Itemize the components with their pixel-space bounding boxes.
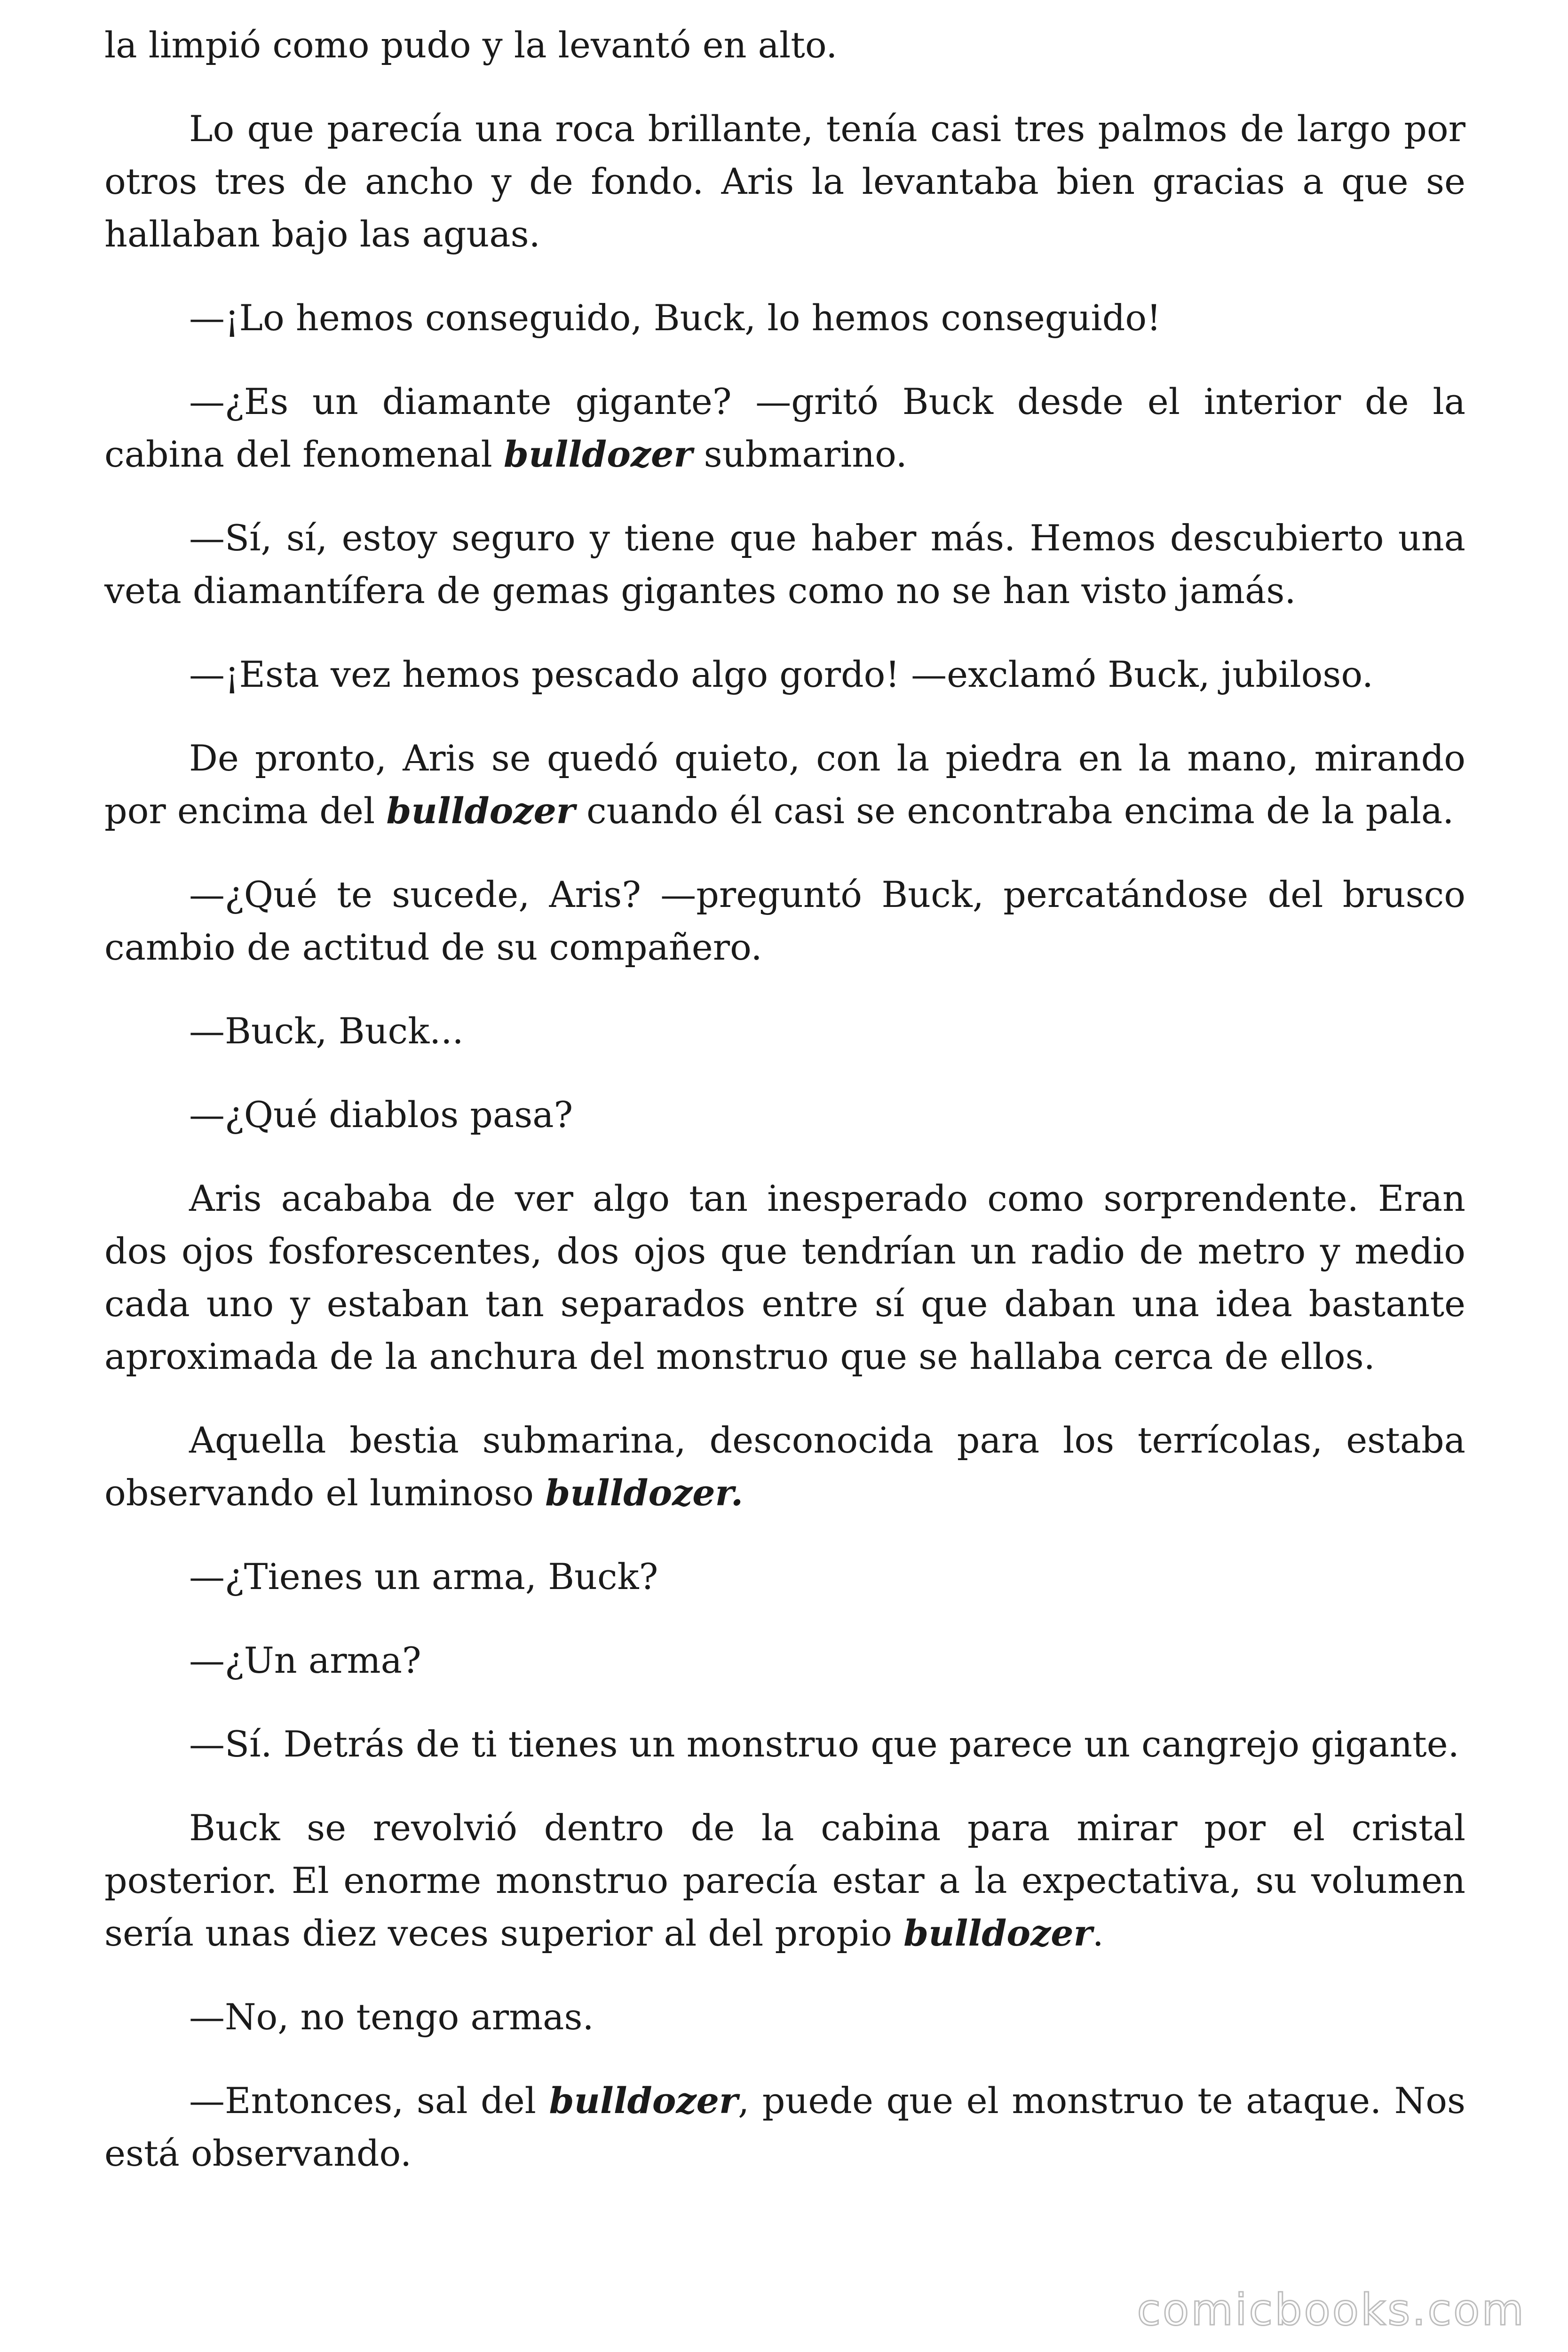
emphasized-text: bulldozer — [549, 2080, 738, 2122]
paragraph — [104, 375, 1465, 481]
paragraph-text: —Sí, sí, estoy seguro y tiene que haber más. Hemos descubierto una veta diamantífera de gemas gigantes como no se han visto jamás. — [104, 517, 1465, 612]
paragraph — [104, 868, 1465, 974]
emphasized-text: bulldozer — [903, 1912, 1093, 1954]
emphasized-text: bulldozer. — [545, 1472, 744, 1514]
paragraph-text: —¿Tienes un arma, Buck? — [189, 1556, 658, 1597]
paragraph — [104, 1005, 1465, 1057]
paragraph-text: la limpió como pudo y la levantó en alto. — [104, 24, 838, 66]
paragraph — [104, 1802, 1465, 1960]
paragraph — [104, 292, 1465, 344]
paragraph-text: —¡Lo hemos conseguido, Buck, lo hemos conseguido! — [189, 297, 1161, 339]
paragraph — [104, 19, 1465, 72]
paragraph-text: . — [1092, 1912, 1104, 1954]
paragraph-text: —Entonces, sal del — [189, 2080, 549, 2122]
paragraph-text: —¡Esta vez hemos pescado algo gordo! —exclamó Buck, jubiloso. — [189, 653, 1373, 695]
paragraph — [104, 1718, 1465, 1771]
paragraph-text: submarino. — [692, 433, 907, 475]
paragraph — [104, 648, 1465, 701]
paragraph — [104, 1089, 1465, 1141]
watermark: comicbooks.com — [1137, 2285, 1526, 2335]
paragraph — [104, 1550, 1465, 1603]
paragraph-text: —¿Un arma? — [189, 1639, 421, 1681]
paragraph — [104, 732, 1465, 837]
paragraph-text: De pronto, Aris se quedó quieto, con la piedra en la mano, mirando por encima del — [104, 737, 1465, 832]
paragraph-text: —¿Qué te sucede, Aris? —preguntó Buck, percatándose del brusco cambio de actitud de su compañero. — [104, 874, 1465, 968]
paragraph-text: —¿Qué diablos pasa? — [189, 1094, 573, 1136]
page-body — [104, 19, 1465, 2211]
paragraph — [104, 1991, 1465, 2043]
emphasized-text: bulldozer — [386, 790, 575, 832]
paragraph — [104, 2074, 1465, 2180]
paragraph-text: cuando él casi se encontraba encima de la pala. — [575, 790, 1454, 832]
paragraph — [104, 1414, 1465, 1519]
paragraph-text: Buck se revolvió dentro de la cabina para mirar por el cristal posterior. El enorme monstruo parecía estar a la expectativa, su volumen sería unas diez veces superior al del propio — [104, 1807, 1465, 1954]
paragraph — [104, 103, 1465, 261]
paragraph — [104, 512, 1465, 617]
paragraph — [104, 1634, 1465, 1687]
paragraph-text: Aquella bestia submarina, desconocida para los terrícolas, estaba observando el luminoso — [104, 1419, 1465, 1514]
paragraph-text: —Buck, Buck... — [189, 1010, 464, 1052]
paragraph-text: —¿Es un diamante gigante? —gritó Buck desde el interior de la cabina del fenomenal — [104, 381, 1465, 475]
paragraph-text: Lo que parecía una roca brillante, tenía casi tres palmos de largo por otros tres de ancho y de fondo. Aris la levantaba bien gracias a que se hallaban bajo las aguas. — [104, 108, 1465, 255]
paragraph — [104, 1172, 1465, 1383]
emphasized-text: bulldozer — [503, 433, 693, 475]
paragraph-text: , puede que el monstruo te ataque. Nos está observando. — [104, 2080, 1465, 2174]
paragraph-text: Aris acababa de ver algo tan inesperado como sorprendente. Eran dos ojos fosforescentes, dos ojos que tendrían un radio de metro y medio cada uno y estaban tan separados entre sí que daban una idea bastante aproximada de la anchura del monstruo que se hallaba cerca de ellos. — [104, 1177, 1465, 1377]
paragraph-text: —No, no tengo armas. — [189, 1996, 594, 2038]
paragraph-text: —Sí. Detrás de ti tienes un monstruo que parece un cangrejo gigante. — [189, 1723, 1459, 1765]
